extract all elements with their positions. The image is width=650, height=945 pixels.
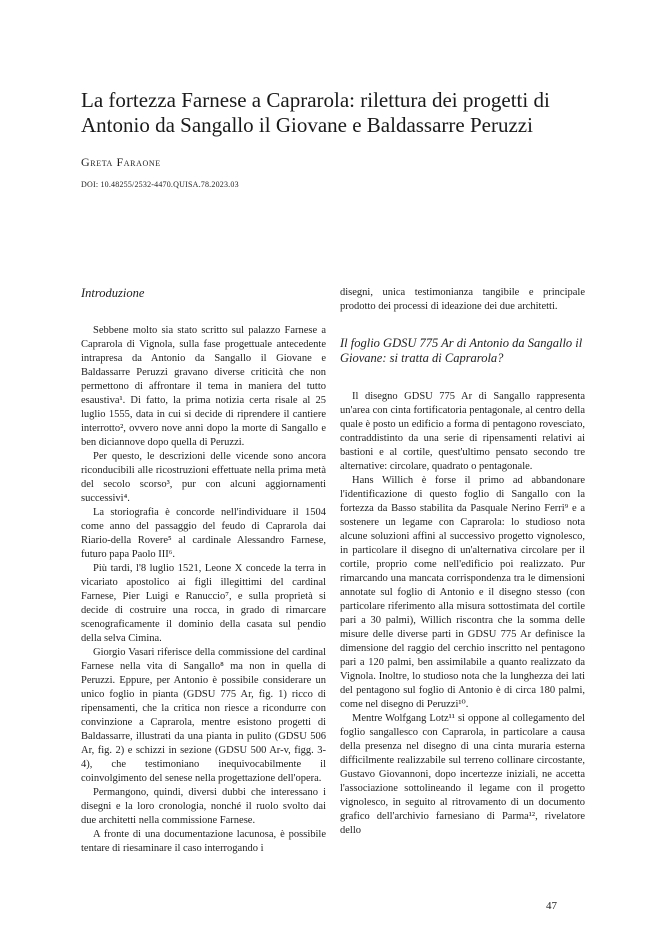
article-title: La fortezza Farnese a Caprarola: rilettura dei progetti di Antonio da Sangallo il Giovane e Baldassarre Peruzzi	[81, 88, 550, 137]
body-paragraph: A fronte di una documentazione lacunosa, è possibile tentare di riesaminare il caso interrogando i	[81, 829, 326, 854]
body-paragraph: Sebbene molto sia stato scritto sul palazzo Farnese a Caprarola di Vignola, sulla fase progettuale antecedente intrapresa da Antonio da Sangallo il Giovane e Baldassarre Peruzzi gravano diverse criticità che non permettono di affrontare il tema in maniera del tutto esaustiva¹. Di fatto, la prima notizia certa risale al 25 luglio 1555, data in cui si decide di riprendere il cantiere interrotto², ovvero nove anni dopo la morte di Sangallo e ben diciannove dopo quella di Peruzzi.	[81, 325, 326, 448]
body-paragraph: Giorgio Vasari riferisce della commissione del cardinal Farnese nella vita di Sangallo⁸ ma non in quella di Peruzzi. Eppure, per Antonio è possibile considerare un unico foglio in pianta (GDSU 775 Ar, fig. 1) ricco di ripensamenti, che la critica non riesce a ricondurre con convinzione a Caprarola, mentre esistono progetti di Baldassarre, illustrati da una pianta in pulito (GDSU 506 Ar, fig. 2) e schizzi in sezione (GDSU 500 Ar-v, figg. 3-4), che testimoniano inequivocabilmente il coinvolgimento del senese nella progettazione dell'opera.	[81, 647, 326, 784]
body-paragraph: Permangono, quindi, diversi dubbi che interessano i disegni e la loro cronologia, nonché il ruolo svolto dai due architetti nella commissione Farnese.	[81, 787, 326, 826]
section-heading-introduzione: Introduzione	[81, 286, 145, 300]
body-paragraph: Il disegno GDSU 775 Ar di Sangallo rappresenta un'area con cinta fortificatoria pentagonale, al centro della quale è posto un edificio a forma di pentagono rovesciato, contraddistinto da una serie di ripensamenti relativi ai bastioni e al cortile, quest'ultimo pensato secondo tre alternative: circolare, quadrato o pentagonale.	[340, 391, 585, 472]
body-paragraph: Più tardi, l'8 luglio 1521, Leone X concede la terra in vicariato apostolico ai figli illegittimi del cardinal Farnese, Pier Luigi e Ranuccio⁷, e sulla proprietà si decide di costruire una rocca, in grado di rimarcare scenograficamente il dominio della casata sul pendio della selva Cimina.	[81, 563, 326, 644]
author-name: Greta Faraone	[81, 155, 161, 169]
left-column	[81, 286, 326, 856]
right-column	[340, 286, 585, 838]
body-paragraph: La storiografia è concorde nell'individuare il 1504 come anno del passaggio del feudo di Caprarola dai Riario-della Rovere⁵ al cardinale Alessandro Farnese, futuro papa Paolo III⁶.	[81, 507, 326, 560]
body-paragraph: Mentre Wolfgang Lotz¹¹ si oppone al collegamento del foglio sangallesco con Caprarola, in particolare a causa della presenza nel disegno di una cinta muraria esterna difficilmente realizzabile sul terreno collinare circostante, Gustavo Giovannoni, dopo incertezze iniziali, ne accetta l'associazione sottolineando il legame con il progetto vignolesco, in seguito al ritrovamento di un documento grafico dell'archivio farnesiano di Parma¹², rivelatore dello	[340, 713, 585, 836]
doi-line: DOI: 10.48255/2532-4470.QUISA.78.2023.03	[81, 180, 239, 189]
body-paragraph: Per questo, le descrizioni delle vicende sono ancora riconducibili alle ricostruzioni effettuate nella prima metà del secolo scorso³, pur con alcuni aggiornamenti successivi⁴.	[81, 451, 326, 504]
page-number: 47	[546, 900, 557, 912]
body-paragraph: Hans Willich è forse il primo ad abbandonare l'identificazione di questo foglio di Sangallo con la fortezza da Basso stabilita da Pasquale Nerino Ferri⁹ e a sostenere un legame con Caprarola: lo studioso nota alcune soluzioni affini al successivo progetto vignolesco, in particolare il disegno di un'alternativa circolare per il cortile, proprio come nell'edificio poi realizzato. Pur rimarcando una mancata corrispondenza tra le dimensioni annotate sul foglio di Antonio e il disegno stesso (con particolare riferimento alla misura sottostimata del cortile pari a 30 palmi), Willich riscontra che la somma delle misure delle diverse parti in GDSU 775 Ar definisce la dimensione del raggio del cerchio inscritto nel pentagono pari a 120 palmi, ben assimilabile a quanto realizzato da Vignola. Inoltre, lo studioso nota che la lunghezza dei lati del pentagono sul foglio di Antonio è di circa 180 palmi, come nel disegno di Peruzzi¹⁰.	[340, 475, 585, 710]
body-paragraph-continuation: disegni, unica testimonianza tangibile e principale prodotto dei processi di ideazione dei due architetti.	[340, 287, 585, 312]
section-heading-foglio-gdsu: Il foglio GDSU 775 Ar di Antonio da Sangallo il Giovane: si tratta di Caprarola?	[340, 336, 583, 365]
